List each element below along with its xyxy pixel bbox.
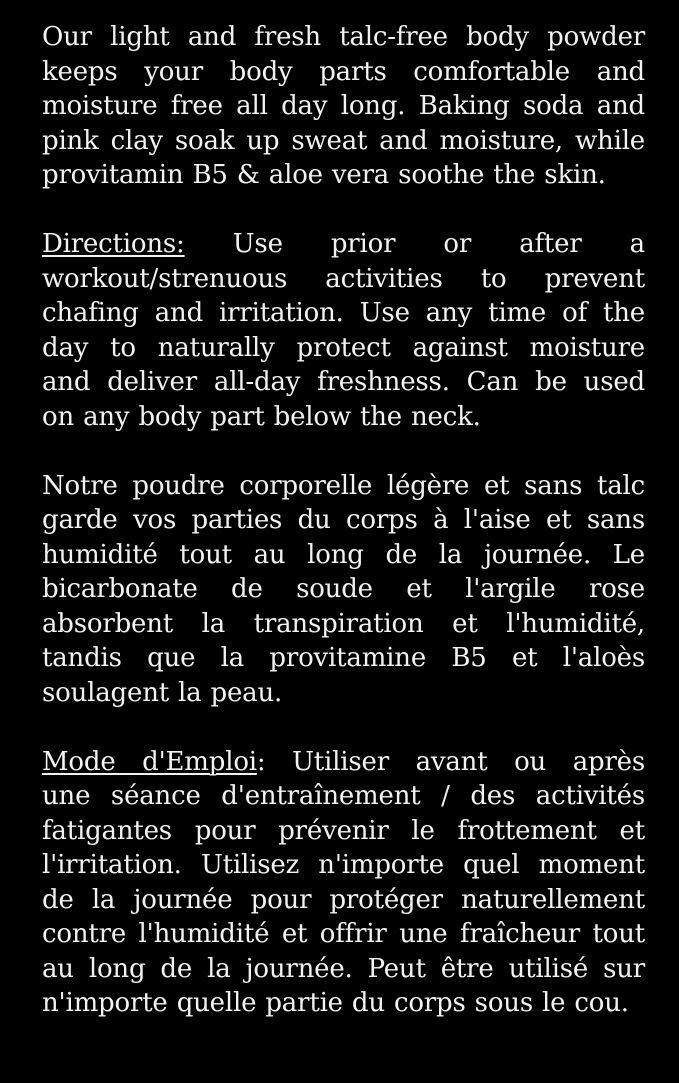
text-run: : Utiliser avant ou après <box>256 746 645 777</box>
directions-heading: Directions: <box>42 229 185 259</box>
text-line: soulagent la peau. <box>42 677 283 708</box>
text-line: contre l'humidité et offrir une fraîcheur tout <box>42 919 645 949</box>
english-description <box>42 20 645 193</box>
text-line: n'importe quelle partie du corps sous le cou. <box>42 988 629 1018</box>
text-line: workout/strenuous activities to prevent <box>42 263 645 294</box>
directions-first-line <box>42 227 645 262</box>
paragraph-spacer <box>42 434 645 469</box>
text-line: au long de la journée. Peut être utilisé sur <box>42 953 645 984</box>
text-line: tandis que la provitamine B5 et l'aloès <box>42 643 645 673</box>
text-line: and deliver all-day freshness. Can be used <box>42 367 645 397</box>
text-line: absorbent la transpiration et l'humidité, <box>42 608 645 639</box>
text-line: une séance d'entraînement / des activités <box>42 781 645 811</box>
paragraph-spacer <box>42 710 645 745</box>
mode-emploi-first-line <box>42 745 645 780</box>
english-directions <box>42 227 645 434</box>
text-line: Notre poudre corporelle légère et sans talc <box>42 470 645 501</box>
text-line: de la journée pour protéger naturellement <box>42 884 645 915</box>
text-line: fatigantes pour prévenir le frottement et <box>42 815 645 846</box>
text-line: pink clay soak up sweat and moisture, while <box>42 125 645 156</box>
text-line: humidité tout au long de la journée. Le <box>42 539 645 570</box>
mode-emploi-heading: Mode d'Emploi <box>42 746 257 777</box>
text-line: Our light and fresh talc-free body powder <box>42 22 645 52</box>
text-line: provitamin B5 & aloe vera soothe the skin. <box>42 160 606 190</box>
text-run: Use prior or after a <box>232 229 645 259</box>
text-line: day to naturally protect against moisture <box>42 332 645 363</box>
text-line: on any body part below the neck. <box>42 401 481 432</box>
text-line: garde vos parties du corps à l'aise et sans <box>42 505 645 535</box>
french-directions <box>42 745 645 1021</box>
paragraph-spacer <box>42 193 645 228</box>
text-line: bicarbonate de soude et l'argile rose <box>42 574 645 604</box>
text-line: keeps your body parts comfortable and <box>42 56 645 87</box>
text-line: l'irritation. Utilisez n'importe quel moment <box>42 850 645 880</box>
french-description <box>42 469 645 711</box>
text-line: moisture free all day long. Baking soda and <box>42 91 645 121</box>
text-line: chafing and irritation. Use any time of the <box>42 298 645 328</box>
